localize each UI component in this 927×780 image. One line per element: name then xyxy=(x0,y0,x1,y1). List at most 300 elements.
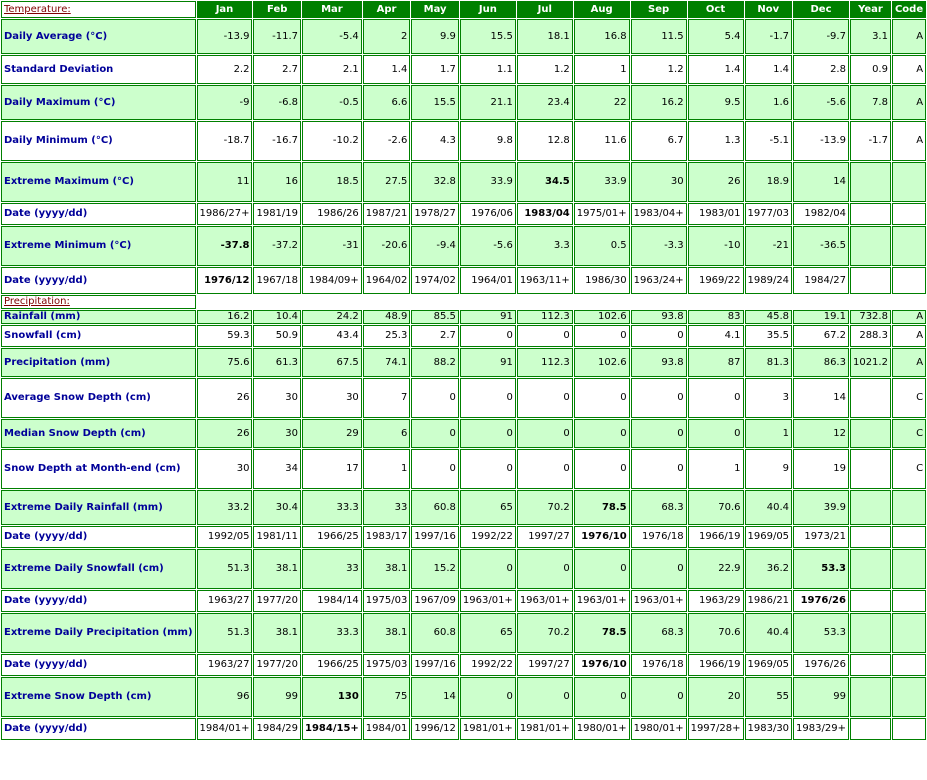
month-value-cell: 33 xyxy=(363,490,411,525)
month-value-cell: 15.5 xyxy=(411,85,459,120)
month-value-cell: -5.6 xyxy=(793,85,849,120)
month-value-cell: 0 xyxy=(460,325,516,347)
table-row xyxy=(1,325,926,347)
table-row xyxy=(1,121,926,161)
month-value-cell: 0 xyxy=(517,677,573,717)
month-header: Jan xyxy=(197,1,253,18)
table-row xyxy=(1,348,926,377)
month-value-cell: 1966/19 xyxy=(688,654,744,676)
month-value-cell: 1980/01+ xyxy=(574,718,630,740)
month-value-cell: -10 xyxy=(688,226,744,266)
month-value-cell: 0 xyxy=(517,449,573,489)
month-value-cell: 1997/16 xyxy=(411,654,459,676)
month-value-cell: 33.9 xyxy=(460,162,516,202)
month-value-cell: 1987/21 xyxy=(363,203,411,225)
month-value-cell: 22 xyxy=(574,85,630,120)
year-value-cell: 732.8 xyxy=(850,310,891,324)
month-value-cell: 51.3 xyxy=(197,549,253,589)
row-label: Date (yyyy/dd) xyxy=(1,590,196,612)
month-value-cell: 1992/22 xyxy=(460,526,516,548)
month-value-cell: 1974/02 xyxy=(411,267,459,294)
month-value-cell: 1978/27 xyxy=(411,203,459,225)
row-label: Date (yyyy/dd) xyxy=(1,267,196,294)
row-label: Average Snow Depth (cm) xyxy=(1,378,196,418)
year-value-cell xyxy=(850,613,891,653)
month-value-cell: 65 xyxy=(460,613,516,653)
month-value-cell: 22.9 xyxy=(688,549,744,589)
month-value-cell: 55 xyxy=(745,677,793,717)
year-value-cell xyxy=(850,162,891,202)
month-value-cell: 45.8 xyxy=(745,310,793,324)
month-value-cell: 38.1 xyxy=(363,549,411,589)
month-value-cell: -0.5 xyxy=(302,85,362,120)
header-row xyxy=(1,1,926,18)
month-value-cell: 85.5 xyxy=(411,310,459,324)
section-spacer-cell xyxy=(574,295,630,309)
table-row xyxy=(1,449,926,489)
row-label: Median Snow Depth (cm) xyxy=(1,419,196,448)
month-value-cell: 0 xyxy=(688,378,744,418)
month-value-cell: 33.3 xyxy=(302,613,362,653)
month-value-cell: 30 xyxy=(302,378,362,418)
year-value-cell: 288.3 xyxy=(850,325,891,347)
month-value-cell: 1976/12 xyxy=(197,267,253,294)
row-label: Date (yyyy/dd) xyxy=(1,203,196,225)
month-value-cell: 18.5 xyxy=(302,162,362,202)
month-value-cell: 0 xyxy=(411,449,459,489)
month-value-cell: 1981/11 xyxy=(253,526,301,548)
section-spacer-cell xyxy=(850,295,891,309)
month-value-cell: 2.1 xyxy=(302,55,362,84)
month-value-cell: -16.7 xyxy=(253,121,301,161)
month-value-cell: 0 xyxy=(460,378,516,418)
month-value-cell: 81.3 xyxy=(745,348,793,377)
month-value-cell: 1997/27 xyxy=(517,654,573,676)
temperature-section-label[interactable]: Temperature: xyxy=(1,1,196,18)
code-value-cell: C xyxy=(892,419,926,448)
month-value-cell: 20 xyxy=(688,677,744,717)
month-value-cell: 3.3 xyxy=(517,226,573,266)
month-value-cell: 0 xyxy=(411,419,459,448)
month-value-cell: 59.3 xyxy=(197,325,253,347)
month-value-cell: 91 xyxy=(460,348,516,377)
month-value-cell: 0 xyxy=(460,419,516,448)
month-value-cell: 26 xyxy=(197,378,253,418)
year-value-cell xyxy=(850,203,891,225)
month-value-cell: 67.5 xyxy=(302,348,362,377)
precipitation-section-label[interactable]: Precipitation: xyxy=(1,295,196,309)
month-value-cell: 83 xyxy=(688,310,744,324)
month-value-cell: 18.9 xyxy=(745,162,793,202)
month-value-cell: 11.6 xyxy=(574,121,630,161)
month-value-cell: 68.3 xyxy=(631,613,687,653)
month-value-cell: 1963/24+ xyxy=(631,267,687,294)
month-value-cell: 0 xyxy=(631,549,687,589)
code-value-cell: A xyxy=(892,121,926,161)
month-value-cell: 70.2 xyxy=(517,613,573,653)
month-value-cell: 0.5 xyxy=(574,226,630,266)
month-value-cell: 6.6 xyxy=(363,85,411,120)
month-value-cell: 96 xyxy=(197,677,253,717)
month-value-cell: 1984/01+ xyxy=(197,718,253,740)
month-value-cell: 18.1 xyxy=(517,19,573,54)
month-value-cell: 1.7 xyxy=(411,55,459,84)
month-value-cell: 1997/28+ xyxy=(688,718,744,740)
month-value-cell: 1.4 xyxy=(745,55,793,84)
row-label: Extreme Maximum (°C) xyxy=(1,162,196,202)
code-value-cell xyxy=(892,654,926,676)
month-value-cell: -11.7 xyxy=(253,19,301,54)
month-value-cell: 0 xyxy=(460,549,516,589)
month-value-cell: 14 xyxy=(411,677,459,717)
month-value-cell: 1976/26 xyxy=(793,654,849,676)
temperature-link[interactable]: Temperature xyxy=(4,3,68,15)
month-value-cell: 0 xyxy=(517,549,573,589)
month-value-cell: 102.6 xyxy=(574,348,630,377)
section-spacer-cell xyxy=(253,295,301,309)
row-label: Daily Average (°C) xyxy=(1,19,196,54)
month-header: Apr xyxy=(363,1,411,18)
table-row xyxy=(1,162,926,202)
section-spacer-cell xyxy=(892,295,926,309)
month-value-cell: 48.9 xyxy=(363,310,411,324)
month-value-cell: 1963/11+ xyxy=(517,267,573,294)
month-value-cell: 1986/26 xyxy=(302,203,362,225)
month-value-cell: -37.2 xyxy=(253,226,301,266)
month-value-cell: 1973/21 xyxy=(793,526,849,548)
month-value-cell: -9 xyxy=(197,85,253,120)
code-header: Code xyxy=(892,1,926,18)
month-value-cell: 91 xyxy=(460,310,516,324)
month-value-cell: -13.9 xyxy=(793,121,849,161)
table-row xyxy=(1,526,926,548)
month-value-cell: 1977/20 xyxy=(253,590,301,612)
month-value-cell: 0 xyxy=(574,449,630,489)
month-value-cell: 1986/30 xyxy=(574,267,630,294)
month-value-cell: 1983/29+ xyxy=(793,718,849,740)
month-value-cell: 1983/01 xyxy=(688,203,744,225)
code-value-cell: C xyxy=(892,449,926,489)
row-label: Snowfall (cm) xyxy=(1,325,196,347)
month-value-cell: 30 xyxy=(253,419,301,448)
month-value-cell: 27.5 xyxy=(363,162,411,202)
year-value-cell xyxy=(850,718,891,740)
month-value-cell: 11.5 xyxy=(631,19,687,54)
month-value-cell: 78.5 xyxy=(574,490,630,525)
month-value-cell: 1981/01+ xyxy=(460,718,516,740)
month-value-cell: 1966/19 xyxy=(688,526,744,548)
month-value-cell: 1966/25 xyxy=(302,654,362,676)
precipitation-link[interactable]: Precipitation xyxy=(4,296,67,307)
row-label: Date (yyyy/dd) xyxy=(1,654,196,676)
month-value-cell: 30 xyxy=(197,449,253,489)
month-value-cell: 1969/05 xyxy=(745,654,793,676)
month-value-cell: 1984/15+ xyxy=(302,718,362,740)
month-value-cell: -10.2 xyxy=(302,121,362,161)
table-row xyxy=(1,310,926,324)
table-row xyxy=(1,718,926,740)
month-value-cell: -13.9 xyxy=(197,19,253,54)
month-value-cell: 53.3 xyxy=(793,549,849,589)
year-value-cell: 1021.2 xyxy=(850,348,891,377)
month-value-cell: 99 xyxy=(793,677,849,717)
month-value-cell: 5.4 xyxy=(688,19,744,54)
month-value-cell: 65 xyxy=(460,490,516,525)
month-value-cell: 51.3 xyxy=(197,613,253,653)
month-value-cell: 1964/01 xyxy=(460,267,516,294)
month-value-cell: 1997/16 xyxy=(411,526,459,548)
month-value-cell: 1975/01+ xyxy=(574,203,630,225)
code-value-cell: A xyxy=(892,19,926,54)
row-label: Extreme Daily Snowfall (cm) xyxy=(1,549,196,589)
month-value-cell: 35.5 xyxy=(745,325,793,347)
month-value-cell: 19 xyxy=(793,449,849,489)
month-value-cell: 34.5 xyxy=(517,162,573,202)
month-value-cell: 0 xyxy=(574,325,630,347)
month-value-cell: 33.3 xyxy=(302,490,362,525)
month-value-cell: 15.5 xyxy=(460,19,516,54)
code-value-cell: A xyxy=(892,55,926,84)
section-spacer-cell xyxy=(517,295,573,309)
month-value-cell: 0 xyxy=(574,378,630,418)
month-value-cell: -5.4 xyxy=(302,19,362,54)
code-value-cell xyxy=(892,490,926,525)
month-value-cell: 1969/05 xyxy=(745,526,793,548)
month-value-cell: -9.4 xyxy=(411,226,459,266)
month-value-cell: 33.2 xyxy=(197,490,253,525)
month-value-cell: 6.7 xyxy=(631,121,687,161)
month-value-cell: 1997/27 xyxy=(517,526,573,548)
month-value-cell: 1983/30 xyxy=(745,718,793,740)
month-value-cell: 12 xyxy=(793,419,849,448)
table-row xyxy=(1,419,926,448)
month-value-cell: 4.1 xyxy=(688,325,744,347)
code-value-cell xyxy=(892,162,926,202)
month-value-cell: 1964/02 xyxy=(363,267,411,294)
month-value-cell: 1976/18 xyxy=(631,526,687,548)
section-spacer-cell xyxy=(302,295,362,309)
month-value-cell: 36.2 xyxy=(745,549,793,589)
code-value-cell xyxy=(892,267,926,294)
month-value-cell: -3.3 xyxy=(631,226,687,266)
month-value-cell: 33 xyxy=(302,549,362,589)
month-value-cell: 1986/27+ xyxy=(197,203,253,225)
month-value-cell: 1.4 xyxy=(363,55,411,84)
month-value-cell: 93.8 xyxy=(631,348,687,377)
month-value-cell: 70.6 xyxy=(688,490,744,525)
month-value-cell: 30.4 xyxy=(253,490,301,525)
year-value-cell xyxy=(850,526,891,548)
code-value-cell xyxy=(892,203,926,225)
month-value-cell: -9.7 xyxy=(793,19,849,54)
month-value-cell: 1.4 xyxy=(688,55,744,84)
month-value-cell: 75.6 xyxy=(197,348,253,377)
month-value-cell: 34 xyxy=(253,449,301,489)
year-value-cell: 3.1 xyxy=(850,19,891,54)
month-value-cell: 1984/27 xyxy=(793,267,849,294)
month-value-cell: 30 xyxy=(631,162,687,202)
row-label: Date (yyyy/dd) xyxy=(1,718,196,740)
month-value-cell: 87 xyxy=(688,348,744,377)
code-value-cell xyxy=(892,677,926,717)
month-value-cell: 99 xyxy=(253,677,301,717)
month-value-cell: 2.7 xyxy=(411,325,459,347)
month-value-cell: 26 xyxy=(688,162,744,202)
month-value-cell: 19.1 xyxy=(793,310,849,324)
month-value-cell: 10.4 xyxy=(253,310,301,324)
month-value-cell: 0 xyxy=(460,677,516,717)
row-label: Extreme Minimum (°C) xyxy=(1,226,196,266)
month-value-cell: -36.5 xyxy=(793,226,849,266)
row-label: Standard Deviation xyxy=(1,55,196,84)
month-value-cell: 1996/12 xyxy=(411,718,459,740)
code-value-cell xyxy=(892,590,926,612)
code-value-cell: C xyxy=(892,378,926,418)
section-spacer-cell xyxy=(363,295,411,309)
precipitation-section-row xyxy=(1,295,926,309)
year-header: Year xyxy=(850,1,891,18)
code-value-cell: A xyxy=(892,348,926,377)
month-value-cell: 1.6 xyxy=(745,85,793,120)
month-value-cell: -37.8 xyxy=(197,226,253,266)
row-label: Extreme Snow Depth (cm) xyxy=(1,677,196,717)
month-value-cell: -18.7 xyxy=(197,121,253,161)
month-value-cell: 102.6 xyxy=(574,310,630,324)
month-value-cell: 1 xyxy=(363,449,411,489)
month-value-cell: 3 xyxy=(745,378,793,418)
month-value-cell: 1976/18 xyxy=(631,654,687,676)
year-value-cell xyxy=(850,419,891,448)
row-label: Daily Minimum (°C) xyxy=(1,121,196,161)
month-value-cell: 2.8 xyxy=(793,55,849,84)
month-value-cell: 1963/01+ xyxy=(574,590,630,612)
month-value-cell: 0 xyxy=(517,419,573,448)
table-row xyxy=(1,654,926,676)
month-value-cell: 1975/03 xyxy=(363,654,411,676)
month-value-cell: 0 xyxy=(631,449,687,489)
month-value-cell: 1992/05 xyxy=(197,526,253,548)
code-value-cell xyxy=(892,613,926,653)
year-value-cell: -1.7 xyxy=(850,121,891,161)
month-value-cell: 112.3 xyxy=(517,348,573,377)
month-value-cell: 12.8 xyxy=(517,121,573,161)
month-value-cell: 16 xyxy=(253,162,301,202)
month-value-cell: 0 xyxy=(574,549,630,589)
month-value-cell: 1963/29 xyxy=(688,590,744,612)
month-value-cell: 1984/29 xyxy=(253,718,301,740)
month-value-cell: 1967/18 xyxy=(253,267,301,294)
month-value-cell: 1977/20 xyxy=(253,654,301,676)
month-value-cell: 2.2 xyxy=(197,55,253,84)
month-value-cell: 1976/26 xyxy=(793,590,849,612)
month-value-cell: 1983/04+ xyxy=(631,203,687,225)
month-value-cell: 14 xyxy=(793,162,849,202)
month-header: Nov xyxy=(745,1,793,18)
month-value-cell: 1986/21 xyxy=(745,590,793,612)
month-value-cell: 1992/22 xyxy=(460,654,516,676)
month-value-cell: 2.7 xyxy=(253,55,301,84)
month-value-cell: 70.6 xyxy=(688,613,744,653)
month-value-cell: 1984/09+ xyxy=(302,267,362,294)
month-header: May xyxy=(411,1,459,18)
table-row xyxy=(1,549,926,589)
month-value-cell: 38.1 xyxy=(253,549,301,589)
month-value-cell: 38.1 xyxy=(253,613,301,653)
month-value-cell: -21 xyxy=(745,226,793,266)
month-value-cell: 26 xyxy=(197,419,253,448)
month-value-cell: 0 xyxy=(411,378,459,418)
year-value-cell: 7.8 xyxy=(850,85,891,120)
month-value-cell: 0 xyxy=(517,378,573,418)
month-value-cell: 1983/17 xyxy=(363,526,411,548)
month-value-cell: -6.8 xyxy=(253,85,301,120)
month-header: Jun xyxy=(460,1,516,18)
section-spacer-cell xyxy=(411,295,459,309)
month-value-cell: 1966/25 xyxy=(302,526,362,548)
month-value-cell: 15.2 xyxy=(411,549,459,589)
month-header: Oct xyxy=(688,1,744,18)
month-value-cell: 40.4 xyxy=(745,490,793,525)
month-value-cell: 40.4 xyxy=(745,613,793,653)
month-value-cell: 75 xyxy=(363,677,411,717)
month-value-cell: 1981/01+ xyxy=(517,718,573,740)
code-value-cell xyxy=(892,226,926,266)
year-value-cell xyxy=(850,226,891,266)
month-value-cell: 16.2 xyxy=(631,85,687,120)
month-value-cell: 1963/27 xyxy=(197,654,253,676)
table-row xyxy=(1,85,926,120)
month-value-cell: 29 xyxy=(302,419,362,448)
month-value-cell: 16.2 xyxy=(197,310,253,324)
section-spacer-cell xyxy=(197,295,253,309)
month-value-cell: 14 xyxy=(793,378,849,418)
month-value-cell: -20.6 xyxy=(363,226,411,266)
month-value-cell: 43.4 xyxy=(302,325,362,347)
year-value-cell: 0.9 xyxy=(850,55,891,84)
month-value-cell: 25.3 xyxy=(363,325,411,347)
table-row xyxy=(1,226,926,266)
month-value-cell: 32.8 xyxy=(411,162,459,202)
year-value-cell xyxy=(850,449,891,489)
month-value-cell: 0 xyxy=(631,325,687,347)
month-value-cell: 6 xyxy=(363,419,411,448)
month-header: Dec xyxy=(793,1,849,18)
month-value-cell: 39.9 xyxy=(793,490,849,525)
year-value-cell xyxy=(850,590,891,612)
month-header: Sep xyxy=(631,1,687,18)
month-value-cell: 1963/01+ xyxy=(460,590,516,612)
month-value-cell: 86.3 xyxy=(793,348,849,377)
month-value-cell: 0 xyxy=(460,449,516,489)
month-value-cell: 50.9 xyxy=(253,325,301,347)
month-value-cell: 0 xyxy=(631,677,687,717)
month-value-cell: 1975/03 xyxy=(363,590,411,612)
row-label: Extreme Daily Precipitation (mm) xyxy=(1,613,196,653)
table-row xyxy=(1,55,926,84)
code-value-cell xyxy=(892,549,926,589)
month-value-cell: 1 xyxy=(745,419,793,448)
year-value-cell xyxy=(850,654,891,676)
table-row xyxy=(1,590,926,612)
month-value-cell: 0 xyxy=(688,419,744,448)
month-value-cell: 17 xyxy=(302,449,362,489)
month-value-cell: 1982/04 xyxy=(793,203,849,225)
month-header: Aug xyxy=(574,1,630,18)
month-value-cell: 23.4 xyxy=(517,85,573,120)
row-label: Date (yyyy/dd) xyxy=(1,526,196,548)
row-label: Precipitation (mm) xyxy=(1,348,196,377)
year-value-cell xyxy=(850,549,891,589)
